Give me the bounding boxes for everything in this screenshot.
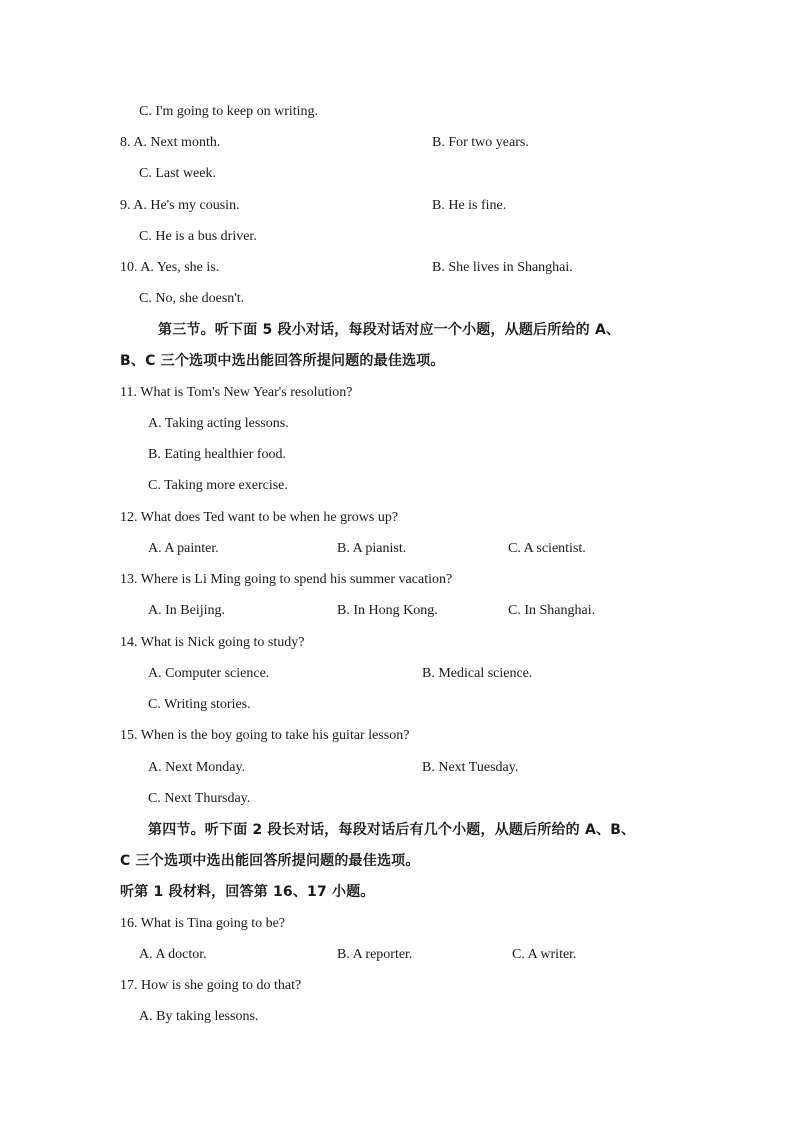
- option-q15-c: C. Next Thursday.: [148, 791, 251, 806]
- question-11: 11. What is Tom's New Year's resolution?: [120, 385, 353, 400]
- option-q11-a: A. Taking acting lessons.: [148, 416, 289, 431]
- option-q13-b: B. In Hong Kong.: [337, 603, 438, 618]
- question-14: 14. What is Nick going to study?: [120, 635, 305, 650]
- material-1-heading: 听第 1 段材料，回答第 16、17 小题。: [120, 884, 375, 900]
- option-q15-b: B. Next Tuesday.: [422, 760, 519, 775]
- option-q16-b: B. A reporter.: [337, 947, 413, 962]
- option-q12-c: C. A scientist.: [508, 541, 586, 556]
- option-q16-a: A. A doctor.: [139, 947, 207, 962]
- option-q11-c: C. Taking more exercise.: [148, 478, 288, 493]
- question-13: 13. Where is Li Ming going to spend his summer vacation?: [120, 572, 453, 587]
- option-q13-c: C. In Shanghai.: [508, 603, 596, 618]
- question-15: 15. When is the boy going to take his guitar lesson?: [120, 728, 410, 743]
- option-q8-b: B. For two years.: [432, 135, 529, 150]
- option-q17-a: A. By taking lessons.: [139, 1009, 259, 1024]
- option-q7-c: C. I'm going to keep on writing.: [139, 104, 319, 119]
- option-q14-a: A. Computer science.: [148, 666, 270, 681]
- section-3-instruction-line-2: B、C 三个选项中选出能回答所提问题的最佳选项。: [120, 353, 445, 369]
- question-10-option-a: 10. A. Yes, she is.: [120, 260, 220, 275]
- option-q11-b: B. Eating healthier food.: [148, 447, 287, 462]
- option-q14-b: B. Medical science.: [422, 666, 533, 681]
- option-q16-c: C. A writer.: [512, 947, 577, 962]
- option-q10-b: B. She lives in Shanghai.: [432, 260, 573, 275]
- option-q13-a: A. In Beijing.: [148, 603, 225, 618]
- question-12: 12. What does Ted want to be when he grows up?: [120, 510, 399, 525]
- section-4-instruction-line-1: 第四节。听下面 2 段长对话，每段对话后有几个小题，从题后所给的 A、B、: [148, 822, 636, 838]
- option-q15-a: A. Next Monday.: [148, 760, 246, 775]
- option-q9-c: C. He is a bus driver.: [139, 229, 257, 244]
- section-3-instruction-line-1: 第三节。听下面 5 段小对话，每段对话对应一个小题，从题后所给的 A、: [158, 322, 621, 338]
- option-q14-c: C. Writing stories.: [148, 697, 251, 712]
- option-q12-a: A. A painter.: [148, 541, 219, 556]
- option-q10-c: C. No, she doesn't.: [139, 291, 245, 306]
- option-q12-b: B. A pianist.: [337, 541, 407, 556]
- question-9-option-a: 9. A. He's my cousin.: [120, 198, 240, 213]
- question-8-option-a: 8. A. Next month.: [120, 135, 221, 150]
- option-q8-c: C. Last week.: [139, 166, 216, 181]
- question-16: 16. What is Tina going to be?: [120, 916, 286, 931]
- question-17: 17. How is she going to do that?: [120, 978, 302, 993]
- section-4-instruction-line-2: C 三个选项中选出能回答所提问题的最佳选项。: [120, 853, 420, 869]
- option-q9-b: B. He is fine.: [432, 198, 507, 213]
